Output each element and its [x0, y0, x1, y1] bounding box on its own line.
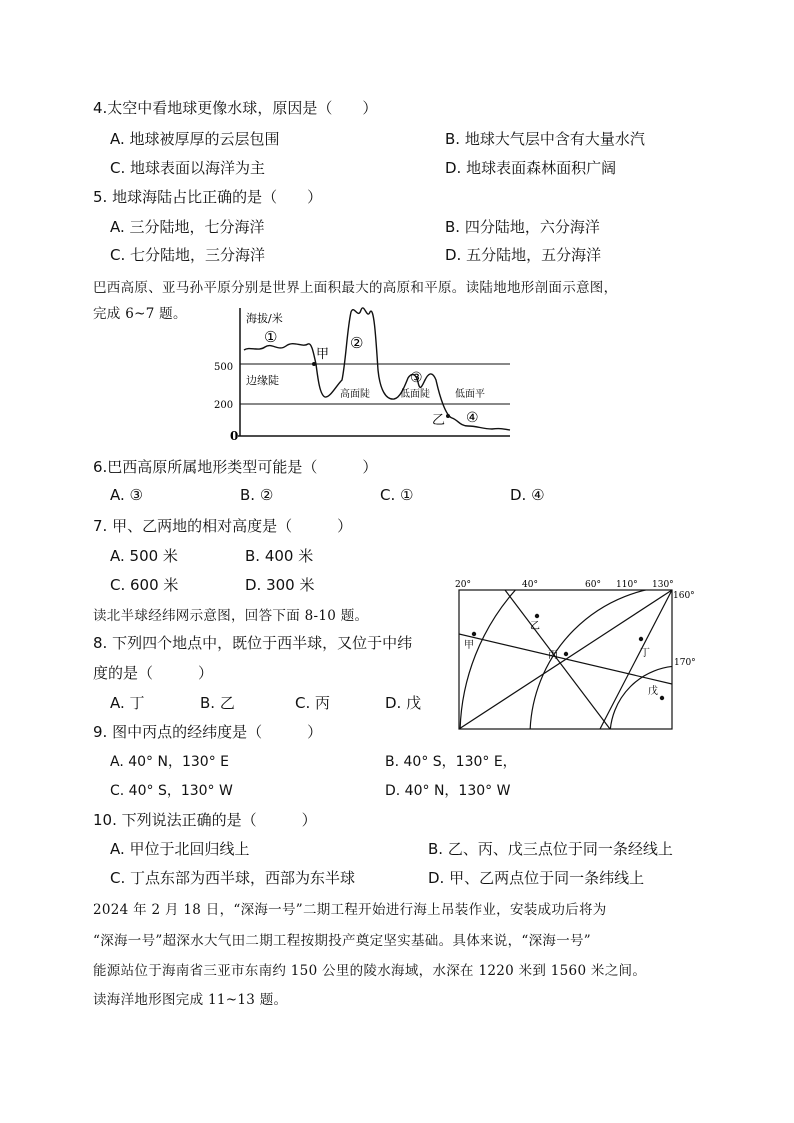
q6-option-a: A. ③ [110, 486, 143, 504]
intro-11-13-line1: 2024 年 2 月 18 日，“深海一号”二期工程开始进行海上吊装作业，安装成功后将为 [93, 902, 607, 918]
q9-stem: 9. 图中丙点的经纬度是（ ） [93, 723, 323, 741]
q7-option-d: D. 300 米 [245, 576, 315, 594]
right-label-160: 160° [673, 591, 695, 601]
graticule-map [450, 576, 700, 734]
q10-option-d: D. 甲、乙两点位于同一条纬线上 [428, 869, 645, 887]
top-label-40: 40° [522, 580, 538, 590]
circle-1: ① [264, 328, 278, 346]
point-jia [312, 362, 316, 366]
q6-option-d: D. ④ [510, 486, 545, 504]
label-yi: 乙 [432, 413, 446, 428]
point-label-jia: 甲 [464, 640, 474, 651]
q9-option-a: A. 40° N，130° E [110, 754, 229, 770]
terrain-profile-diagram [210, 300, 520, 445]
q4-option-d: D. 地球表面森林面积广阔 [445, 159, 617, 177]
q10-option-a: A. 甲位于北回归线上 [110, 840, 250, 858]
q7-option-b: B. 400 米 [245, 547, 314, 565]
meridian-2 [459, 634, 672, 684]
tick-500: 500 [214, 362, 234, 373]
circle-3: ③ [410, 370, 423, 386]
q6-option-c: C. ① [380, 486, 414, 504]
point-wu [660, 696, 664, 700]
point-label-ding: 丁 [640, 648, 650, 659]
q9-option-b: B. 40° S，130° E， [385, 754, 517, 770]
point-jia [472, 632, 476, 636]
q9-option-c: C. 40° S，130° W [110, 783, 233, 799]
q7-option-c: C. 600 米 [110, 576, 179, 594]
right-label-170: 170° [674, 658, 696, 668]
meridian-4 [600, 590, 672, 729]
q5-option-c: C. 七分陆地，三分海洋 [110, 246, 266, 264]
profile-ylabel: 海拔/米 [246, 312, 283, 325]
label-dimiandou: 低面陡 [400, 389, 430, 400]
latitude-arc-inner [610, 666, 700, 734]
q5-stem: 5. 地球海陆占比正确的是（ ） [93, 188, 323, 206]
intro-11-13-line3: 能源站位于海南省三亚市东南约 150 公里的陵水海域，水深在 1220 米到 1560 米之间。 [93, 963, 647, 979]
intro-6-7-line2: 完成 6~7 题。 [93, 306, 187, 322]
q7-option-a: A. 500 米 [110, 547, 178, 565]
q10-option-b: B. 乙、丙、戊三点位于同一条经线上 [428, 840, 673, 858]
q6-stem: 6.巴西高原所属地形类型可能是（ ） [93, 458, 378, 476]
circle-2: ② [350, 334, 364, 352]
point-ding [639, 637, 643, 641]
circle-4: ④ [466, 410, 479, 426]
intro-6-7-line1: 巴西高原、亚马孙平原分别是世界上面积最大的高原和平原。读陆地地形剖面示意图， [93, 280, 618, 296]
point-bing [564, 652, 568, 656]
q10-stem: 10. 下列说法正确的是（ ） [93, 811, 317, 829]
point-yi [446, 414, 450, 418]
label-biaoyuan: 边缘陡 [246, 374, 279, 387]
q5-option-b: B. 四分陆地，六分海洋 [445, 218, 600, 236]
top-label-110: 110° [616, 580, 638, 590]
q8-option-b: B. 乙 [200, 694, 235, 712]
q4-option-b: B. 地球大气层中含有大量水汽 [445, 130, 645, 148]
q8-option-c: C. 丙 [295, 694, 331, 712]
intro-8-10: 读北半球经纬网示意图，回答下面 8-10 题。 [93, 608, 369, 624]
q5-option-d: D. 五分陆地，五分海洋 [445, 246, 602, 264]
point-label-yi: 乙 [530, 621, 540, 632]
latitude-arc-outer [460, 576, 700, 734]
top-label-130: 130° [652, 580, 674, 590]
q8-stem-line1: 8. 下列四个地点中，既位于西半球，又位于中纬 [93, 634, 413, 652]
intro-11-13-line2: “深海一号”超深水大气田二期工程按期投产奠定坚实基础。具体来说，“深海一号” [93, 933, 592, 949]
tick-200: 200 [214, 400, 234, 411]
q8-option-d: D. 戊 [385, 694, 422, 712]
top-label-60: 60° [585, 580, 601, 590]
point-label-wu: 戊 [648, 686, 658, 697]
label-jia: 甲 [316, 347, 330, 362]
q4-option-a: A. 地球被厚厚的云层包围 [110, 130, 280, 148]
q8-stem-line2: 度的是（ ） [93, 664, 214, 682]
q9-option-d: D. 40° N，130° W [385, 783, 511, 799]
point-yi [535, 614, 539, 618]
q4-stem: 4.太空中看地球更像水球，原因是（ ） [93, 99, 378, 117]
q8-option-a: A. 丁 [110, 694, 145, 712]
q4-option-c: C. 地球表面以海洋为主 [110, 159, 266, 177]
point-label-bing: 丙 [548, 650, 558, 661]
q10-option-c: C. 丁点东部为西半球，西部为东半球 [110, 869, 356, 887]
tick-0: 0 [230, 429, 239, 443]
intro-11-13-line4: 读海洋地形图完成 11~13 题。 [93, 992, 288, 1008]
label-gaomian: 高面陡 [340, 389, 370, 400]
q5-option-a: A. 三分陆地，七分海洋 [110, 218, 265, 236]
q6-option-b: B. ② [240, 486, 274, 504]
label-dimianping: 低面平 [455, 389, 485, 400]
top-label-20: 20° [455, 580, 471, 590]
q7-stem: 7. 甲、乙两地的相对高度是（ ） [93, 517, 353, 535]
